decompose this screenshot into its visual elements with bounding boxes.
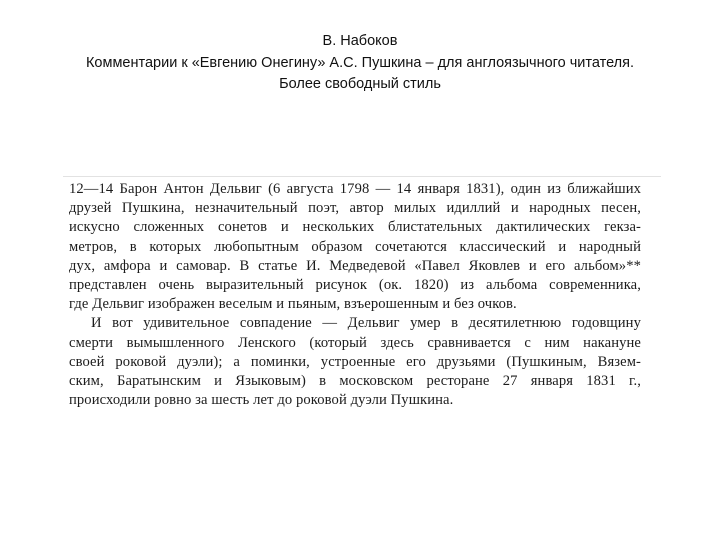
page-header (0, 31, 720, 96)
scan-top-rule (63, 176, 661, 177)
excerpt-line: смерти вымышленного Ленского (который здесь сравнивается с ним накануне (69, 334, 641, 351)
scanned-excerpt (63, 172, 661, 412)
excerpt-line-text: Барон Антон Дельвиг (6 августа 1798 — 14 января 1831), один из ближайших (119, 181, 641, 197)
excerpt-line: своей роковой дуэли); а поминки, устроенные его друзьями (Пушкиным, Вязем- (69, 353, 641, 370)
excerpt-line: дух, амфора и самовар. В статье И. Медведевой «Павел Яковлев и его альбом»** (69, 257, 641, 274)
excerpt-text (69, 180, 641, 410)
excerpt-line: ским, Баратынским и Языковым) в московском ресторане 27 января 1831 г., (69, 372, 641, 389)
subtitle-line: Более свободный стиль (279, 76, 441, 92)
excerpt-line: где Дельвиг изображен веселым и пьяным, взъерошенным и без очков. (69, 296, 517, 313)
line-reference: 12—14 (69, 181, 114, 197)
excerpt-line: представлен очень выразительный рисунок (ок. 1820) из альбома современника, (69, 276, 641, 293)
excerpt-line: метров, в которых любопытным образом сочетаются классический и народный (69, 238, 641, 255)
excerpt-line: происходили ровно за шесть лет до роковой дуэли Пушкина. (69, 392, 454, 409)
excerpt-line: друзей Пушкина, незначительный поэт, автор милых идиллий и народных песен, (69, 200, 641, 217)
excerpt-line: искусно сложенных сонетов и нескольких блистательных дактилических гекза- (69, 219, 641, 236)
author-line: В. Набоков (322, 33, 398, 49)
excerpt-line (69, 180, 641, 199)
excerpt-line: И вот удивительное совпадение — Дельвиг умер в десятилетнюю годовщину (91, 315, 641, 332)
title-line: Комментарии к «Евгению Онегину» А.С. Пушкина – для англоязычного читателя. (85, 54, 635, 71)
